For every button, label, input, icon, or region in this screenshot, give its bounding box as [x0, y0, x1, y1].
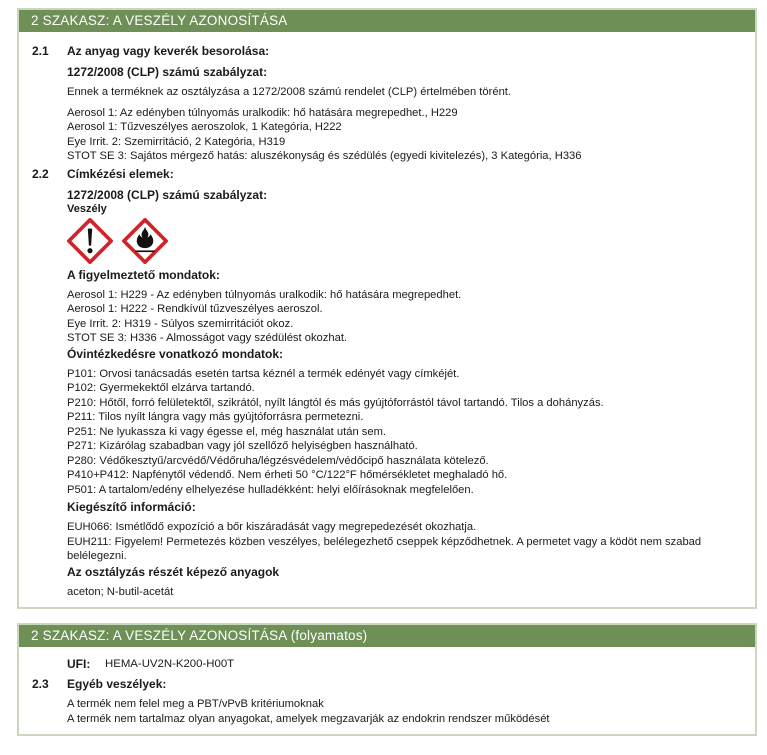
section-2-header: 2 SZAKASZ: A VESZÉLY AZONOSÍTÁSA [19, 10, 755, 32]
subsection-number: 2.2 [32, 166, 49, 181]
classification-intro: Ennek a terméknek az osztályzása a 1272/2008 számú rendelet (CLP) értelmében törént. [67, 86, 512, 98]
section-2-continued-content [19, 647, 755, 734]
ufi-value: HEMA-UV2N-K200-H00T [105, 658, 235, 670]
precaution-statement: P102: Gyermekektől elzárva tartandó. [67, 382, 255, 394]
subsection-number: 2.3 [32, 677, 49, 691]
precaution-statement: P410+P412: Napfénytől védendő. Nem érheti 50 °C/122°F hőmérsékletet meghaladó hő. [67, 469, 508, 481]
precaution-statement: P271: Kizárólag szabadban vagy jól szellőző helyiségben használható. [67, 440, 418, 452]
classification-line: Eye Irrit. 2: Szemirritáció, 2 Kategória, H319 [67, 135, 286, 148]
precaution-statement: P211: Tilos nyílt lángra vagy más gyújtóforrásra permetezni. [67, 411, 364, 423]
precaution-statement: P501: A tartalom/edény elhelyezése hulladékként: helyi előírásoknak megfelelően. [67, 483, 474, 496]
classification-components-heading: Az osztályzás részét képező anyagok [67, 564, 280, 579]
hazard-statement: Aerosol 1: H229 - Az edényben túlnyomás uralkodik: hő hatására megrepedhet. [67, 288, 462, 301]
subsection-title: Egyéb veszélyek: [67, 677, 167, 691]
classification-components: aceton; N-butil-acetát [67, 585, 174, 598]
section-2-continued-header: 2 SZAKASZ: A VESZÉLY AZONOSÍTÁSA (folyamatos) [19, 625, 755, 647]
subsection-2-3-heading [32, 677, 741, 691]
hazard-statement: STOT SE 3: H336 - Almosságot vagy szédülést okozhat. [67, 332, 348, 344]
precaution-statement: P101: Orvosi tanácsadás esetén tartsa kéznél a termék edényét vagy címkéjét. [67, 367, 460, 380]
supplemental-info-heading: Kiegészítő információ: [67, 500, 196, 514]
classification-line: Aerosol 1: Tűzveszélyes aeroszolok, 1 Kategória, H222 [67, 121, 342, 133]
precaution-statement: P280: Védőkesztyű/arcvédő/Védőruha/légzésvédelem/védőcipő használata kötelező. [67, 454, 489, 467]
hazard-statement: Aerosol 1: H222 - Rendkívül tűzveszélyes aeroszol. [67, 303, 323, 315]
ghs02-flame-icon [122, 218, 168, 264]
subsection-2-1-heading [32, 44, 741, 58]
hazard-statements-list [67, 288, 741, 346]
hazard-statement: Eye Irrit. 2: H319 - Súlyos szemirritációt okoz. [67, 317, 294, 330]
subsection-number: 2.1 [32, 44, 49, 58]
clp-regulation-heading: 1272/2008 (CLP) számú szabályzat: [67, 187, 268, 202]
classification-line: Aerosol 1: Az edényben túlnyomás uralkodik: hő hatására megrepedhet., H229 [67, 106, 458, 119]
precaution-statements-heading: Óvintézkedésre vonatkozó mondatok: [67, 346, 284, 361]
ufi-row [67, 657, 741, 672]
subsection-title: Címkézési elemek: [67, 166, 174, 181]
section-2-content [19, 32, 755, 607]
classification-line: STOT SE 3: Sajátos mérgező hatás: aluszékonyság és szédülés (egyedi kivitelezés), 3 Kategória, H336 [67, 150, 582, 162]
subsection-title: Az anyag vagy keverék besorolása: [67, 44, 270, 58]
classification-list [67, 106, 741, 164]
supplemental-statement: EUH211: Figyelem! Permetezés közben veszélyes, belélegezhető cseppek képződhetnek. A permetet vagy a ködöt nem szabad belélegezni. [67, 535, 702, 562]
ghs07-exclamation-icon [67, 218, 113, 264]
precaution-statement: P251: Ne lyukassza ki vagy égesse el, még használat után sem. [67, 425, 387, 438]
ufi-label: UFI: [67, 657, 91, 671]
subsection-2-2-heading [32, 167, 741, 181]
precaution-statement: P210: Hőtől, forró felületektől, szikrától, nyílt lángtól és más gyújtóforrástól távol tartandó. Tilos a dohányzás. [67, 396, 604, 409]
section-2-box [17, 8, 757, 609]
supplemental-info-list [67, 520, 741, 564]
signal-word: Veszély [67, 202, 107, 215]
clp-regulation-heading: 1272/2008 (CLP) számú szabályzat: [67, 65, 268, 79]
ghs-pictograms [67, 218, 741, 264]
supplemental-statement: EUH066: Ismétlődő expozíció a bőr kiszáradását vagy megrepedezését okozhatja. [67, 521, 477, 533]
other-hazard-line: A termék nem tartalmaz olyan anyagokat, amelyek megzavarják az endokrin rendszer működését [67, 712, 550, 725]
section-2-continued-box [17, 623, 757, 736]
other-hazards-list [67, 697, 741, 726]
other-hazard-line: A termék nem felel meg a PBT/vPvB kritériumoknak [67, 698, 324, 710]
precaution-statements-list [67, 367, 741, 498]
hazard-statements-heading: A figyelmeztető mondatok: [67, 267, 220, 282]
